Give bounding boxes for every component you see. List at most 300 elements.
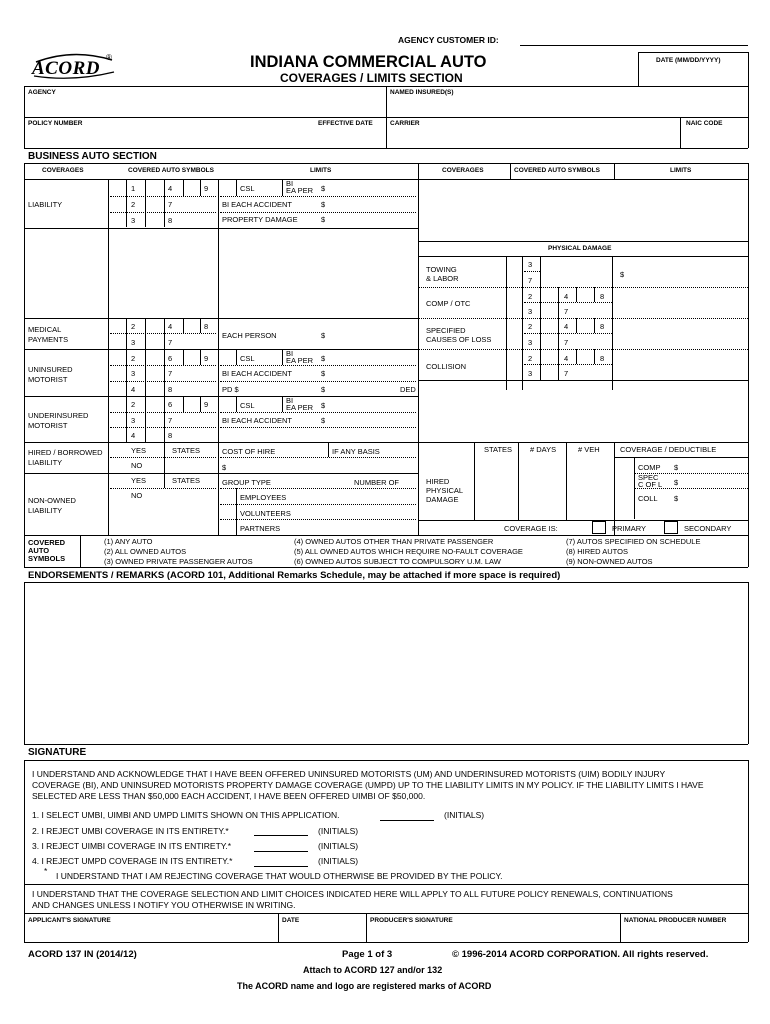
form-text: STATES: [172, 476, 201, 485]
col-covered-auto-symbols-right: COVERED AUTO SYMBOLS: [514, 167, 600, 174]
form-text: 9: [204, 400, 209, 409]
rule-line: [80, 535, 81, 567]
rule-line: [145, 349, 146, 396]
signature-section-title: SIGNATURE: [28, 747, 87, 758]
form-text: CSL: [240, 354, 255, 363]
policy-number-label: POLICY NUMBER: [28, 120, 83, 127]
form-text: 7: [168, 338, 173, 347]
form-text: AUTO: [28, 546, 50, 555]
rule-line: [236, 180, 237, 196]
form-text: COMP: [638, 463, 661, 472]
rule-line: [278, 913, 279, 942]
form-text: BI: [286, 179, 294, 188]
carrier-field[interactable]: [390, 129, 676, 147]
form-text: 2: [131, 354, 136, 363]
form-text: LIABILITY: [28, 506, 63, 515]
form-text: 2: [131, 400, 136, 409]
rule-line: [110, 333, 216, 334]
uninsured-motorist-label: UNINSURED: [28, 365, 73, 374]
rule-line: [638, 52, 748, 53]
rule-line: [24, 582, 748, 583]
rule-line: [24, 567, 748, 568]
form-text: 7: [168, 200, 173, 209]
business-auto-section-title: BUSINESS AUTO SECTION: [28, 151, 157, 162]
rule-line: [418, 349, 748, 350]
physical-damage-label: PHYSICAL DAMAGE: [548, 245, 612, 252]
rule-line: [24, 760, 748, 761]
hired-borrowed-label: HIRED / BORROWED: [28, 448, 103, 457]
form-text: $: [674, 463, 679, 472]
rule-line: [24, 744, 748, 745]
named-insured-field[interactable]: [390, 98, 744, 116]
form-text: $: [321, 184, 326, 193]
form-text: # VEH: [578, 445, 600, 454]
form-text: SECONDARY: [684, 524, 732, 533]
form-text: $: [321, 416, 326, 425]
rule-line: [164, 349, 165, 396]
collision-label: COLLISION: [426, 362, 467, 371]
rule-line: [620, 913, 621, 942]
rule-line: [524, 364, 612, 365]
rule-line: [236, 396, 237, 412]
form-text: 7: [564, 338, 569, 347]
form-text: COST OF HIRE: [222, 447, 276, 456]
secondary-checkbox[interactable]: [664, 521, 678, 534]
form-text: 4: [131, 385, 136, 394]
form-text: CSL: [240, 184, 255, 193]
hired-physical-damage-label: HIRED: [426, 477, 450, 486]
rule-line: [183, 318, 184, 333]
rule-line: [24, 884, 748, 885]
form-text: COLL: [638, 494, 658, 503]
rule-line: [24, 582, 25, 744]
rule-line: [218, 179, 219, 535]
form-text: 7: [528, 276, 533, 285]
col-limits: LIMITS: [310, 167, 332, 174]
rule-line: [24, 163, 748, 164]
rule-line: [236, 349, 237, 365]
acord-logo-text: ACORD: [32, 58, 100, 79]
national-producer-number-field[interactable]: [622, 926, 746, 941]
form-text: (INITIALS): [318, 826, 359, 836]
rule-line: [220, 412, 416, 413]
rule-line: [24, 148, 748, 149]
rule-line: [24, 163, 25, 567]
form-text: I UNDERSTAND THAT I AM REJECTING COVERAGE THAT WOULD OTHERWISE BE PROVIDED BY THE POLICY.: [56, 871, 503, 881]
form-text: (INITIALS): [318, 841, 359, 851]
form-text: IF ANY BASIS: [332, 447, 380, 456]
rule-line: [126, 396, 127, 442]
agency-field[interactable]: [28, 98, 382, 116]
form-text: 4: [564, 354, 569, 363]
form-text: MOTORIST: [28, 421, 68, 430]
rule-line: [594, 287, 595, 302]
naic-code-field[interactable]: [684, 129, 746, 147]
form-text: 6: [168, 354, 173, 363]
form-text: PROPERTY DAMAGE: [222, 215, 298, 224]
rule-line: [220, 457, 416, 458]
form-title: INDIANA COMMERCIAL AUTO: [250, 53, 487, 71]
form-text: BI EACH ACCIDENT: [222, 200, 293, 209]
rule-line: [282, 396, 283, 412]
form-text: 4. I REJECT UMPD COVERAGE IN ITS ENTIRETY.*: [32, 856, 233, 866]
form-text: 3: [528, 260, 533, 269]
rule-line: [183, 396, 184, 412]
form-text: $: [321, 369, 326, 378]
form-text: (9) NON-OWNED AUTOS: [566, 557, 653, 566]
form-text: STATES: [484, 445, 513, 454]
applicant-signature-label: APPLICANT'S SIGNATURE: [28, 917, 111, 924]
non-owned-label: NON-OWNED: [28, 496, 76, 505]
form-text: 7: [168, 369, 173, 378]
form-text: $: [222, 463, 227, 472]
named-insured-label: NAMED INSURED(S): [390, 89, 454, 96]
rule-line: [183, 349, 184, 365]
form-text: (8) HIRED AUTOS: [566, 547, 628, 556]
form-text: 4: [131, 431, 136, 440]
form-text: & LABOR: [426, 274, 459, 283]
form-text: PD $: [222, 385, 239, 394]
rule-line: [510, 163, 511, 179]
form-text: COVERAGE / DEDUCTIBLE: [620, 445, 717, 454]
attach-note: Attach to ACORD 127 and/or 132: [303, 965, 443, 975]
form-text: DED: [400, 385, 416, 394]
rule-line: [183, 180, 184, 196]
agency-customer-id-field[interactable]: [520, 45, 748, 46]
rule-line: [748, 582, 749, 744]
form-text: EA PER: [286, 356, 314, 365]
form-id: ACORD 137 IN (2014/12): [28, 949, 137, 960]
form-text: $: [321, 401, 326, 410]
trademark-note: The ACORD name and logo are registered marks of ACORD: [237, 981, 492, 991]
form-text: 8: [600, 322, 605, 331]
form-text: 8: [600, 292, 605, 301]
liability-label: LIABILITY: [28, 200, 63, 209]
form-text: 7: [168, 416, 173, 425]
rule-line: [328, 442, 329, 457]
agency-label: AGENCY: [28, 89, 56, 96]
rule-line: [110, 412, 216, 413]
endorsements-remarks-textarea[interactable]: [28, 586, 744, 740]
coverage-is-label: COVERAGE IS:: [504, 524, 558, 533]
rule-line: [748, 760, 749, 942]
col-limits-right: LIMITS: [670, 167, 692, 174]
form-text: BI: [286, 349, 294, 358]
form-text: 3: [131, 338, 136, 347]
form-text: SYMBOLS: [28, 554, 66, 563]
rule-line: [506, 256, 507, 390]
rule-line: [418, 318, 748, 319]
form-text: (6) OWNED AUTOS SUBJECT TO COMPULSORY U.M. LAW: [294, 557, 501, 566]
naic-code-label: NAIC CODE: [686, 120, 723, 127]
form-text: NUMBER OF: [354, 478, 399, 487]
form-text: $: [674, 494, 679, 503]
date-label: DATE (MM/DD/YYYY): [656, 57, 721, 64]
policy-number-field[interactable]: [28, 129, 308, 147]
rule-line: [540, 256, 541, 287]
rule-line: [566, 442, 567, 520]
rule-line: [366, 913, 367, 942]
rule-line: [164, 473, 165, 488]
rule-line: [126, 180, 127, 227]
form-text: 8: [168, 431, 173, 440]
primary-checkbox[interactable]: [592, 521, 606, 534]
form-text: SELECTED ARE LESS THAN $50,000 EACH ACCIDENT, I HAVE BEEN OFFERED UIMBI OF $50,000.: [32, 791, 426, 801]
rule-line: [524, 333, 612, 334]
form-text: EACH PERSON: [222, 331, 277, 340]
form-text: 2: [528, 354, 533, 363]
comp-otc-label: COMP / OTC: [426, 299, 471, 308]
form-text: (4) OWNED AUTOS OTHER THAN PRIVATE PASSENGER: [294, 537, 494, 546]
rule-line: [220, 504, 416, 505]
rule-line: [220, 212, 416, 213]
rule-line: [110, 488, 216, 489]
form-subtitle: COVERAGES / LIMITS SECTION: [280, 71, 463, 85]
form-text: 2: [528, 292, 533, 301]
rule-line: [108, 179, 109, 535]
initials-select-limits[interactable]: [380, 820, 434, 821]
col-covered-auto-symbols: COVERED AUTO SYMBOLS: [128, 167, 214, 174]
form-text: 3: [528, 338, 533, 347]
rule-line: [418, 442, 748, 443]
rule-line: [24, 913, 748, 914]
form-text: PRIMARY: [612, 524, 647, 533]
rule-line: [474, 442, 475, 520]
endorsements-title: ENDORSEMENTS / REMARKS (ACORD 101, Additional Remarks Schedule, may be attached if more space is required): [28, 570, 561, 581]
rule-line: [680, 117, 681, 148]
rule-line: [576, 349, 577, 364]
rule-line: [524, 302, 612, 303]
form-text: PHYSICAL: [426, 486, 464, 495]
form-text: CAUSES OF LOSS: [426, 335, 492, 344]
rule-line: [164, 180, 165, 227]
covered-auto-symbols-legend-label: COVERED: [28, 538, 66, 547]
rule-line: [576, 287, 577, 302]
form-text: 8: [168, 385, 173, 394]
form-text: I UNDERSTAND AND ACKNOWLEDGE THAT I HAVE BEEN OFFERED UNINSURED MOTORISTS (UM) AND UNDERINSURED MOTORISTS (UIM) BODILY INJURY: [32, 769, 666, 779]
form-text: EMPLOYEES: [240, 493, 287, 502]
rule-line: [24, 760, 25, 942]
rule-line: [200, 349, 201, 365]
form-text: $: [321, 354, 326, 363]
rule-line: [24, 318, 418, 319]
form-text: (3) OWNED PRIVATE PASSENGER AUTOS: [104, 557, 253, 566]
form-text: 4: [564, 292, 569, 301]
form-text: $: [674, 478, 679, 487]
form-text: MOTORIST: [28, 375, 68, 384]
date-field[interactable]: [640, 66, 746, 84]
form-text: $: [321, 200, 326, 209]
form-text: 1: [131, 184, 136, 193]
rule-line: [236, 488, 237, 535]
rule-line: [576, 318, 577, 333]
rule-line: [524, 271, 540, 272]
rule-line: [748, 52, 749, 148]
rule-line: [594, 349, 595, 364]
rule-line: [220, 381, 416, 382]
form-text: EA PER: [286, 186, 314, 195]
form-text: $: [321, 331, 326, 340]
underinsured-motorist-label: UNDERINSURED: [28, 411, 89, 420]
rule-line: [24, 442, 418, 443]
rule-line: [24, 228, 418, 229]
rule-line: [522, 256, 523, 390]
form-text: # DAYS: [530, 445, 557, 454]
rule-line: [110, 365, 216, 366]
col-coverages: COVERAGES: [42, 167, 84, 174]
form-text: STATES: [172, 446, 201, 455]
rule-line: [24, 396, 418, 397]
rule-line: [594, 318, 595, 333]
form-text: 1. I SELECT UMBI, UIMBI AND UMPD LIMITS SHOWN ON THIS APPLICATION.: [32, 810, 340, 820]
form-text: (2) ALL OWNED AUTOS: [104, 547, 187, 556]
form-text: 8: [168, 216, 173, 225]
form-text: (7) AUTOS SPECIFIED ON SCHEDULE: [566, 537, 701, 546]
form-text: EA PER: [286, 403, 314, 412]
form-text: 8: [204, 322, 209, 331]
form-text: PARTNERS: [240, 524, 281, 533]
rule-line: [612, 256, 613, 390]
rule-line: [220, 488, 416, 489]
form-text: AND CHANGES UNLESS I NOTIFY YOU OTHERWISE IN WRITING.: [32, 900, 296, 910]
form-text: *: [44, 866, 48, 876]
rule-line: [24, 473, 418, 474]
form-text: $: [620, 270, 625, 279]
form-text: NO: [131, 491, 143, 500]
applicant-signature-field[interactable]: [26, 926, 276, 941]
form-text: PAYMENTS: [28, 335, 69, 344]
form-text: 3: [131, 369, 136, 378]
rule-line: [200, 318, 201, 333]
initials-reject-uimbi[interactable]: [254, 851, 308, 852]
rule-line: [418, 520, 748, 521]
form-text: GROUP TYPE: [222, 478, 271, 487]
rule-line: [748, 163, 749, 567]
rule-line: [282, 180, 283, 196]
form-text: I UNDERSTAND THAT THE COVERAGE SELECTION AND LIMIT CHOICES INDICATED HERE WILL APPLY TO ALL FUTURE POLICY RENEWALS, CONTINUATIONS: [32, 889, 673, 899]
rule-line: [200, 180, 201, 196]
page-number: Page 1 of 3: [342, 949, 393, 960]
rule-line: [145, 396, 146, 442]
rule-line: [110, 381, 216, 382]
rule-line: [418, 256, 748, 257]
form-text: NO: [131, 461, 143, 470]
medical-payments-label: MEDICAL: [28, 325, 62, 334]
rule-line: [126, 349, 127, 396]
form-text: YES: [131, 446, 147, 455]
rule-line: [24, 349, 418, 350]
col-coverages-right: COVERAGES: [442, 167, 484, 174]
signature-date-label: DATE: [282, 917, 300, 924]
rule-line: [386, 86, 387, 148]
towing-label: TOWING: [426, 265, 457, 274]
form-text: (5) ALL OWNED AUTOS WHICH REQUIRE NO-FAULT COVERAGE: [294, 547, 523, 556]
initials-reject-umbi[interactable]: [254, 835, 308, 836]
rule-line: [24, 179, 748, 180]
national-producer-number-label: NATIONAL PRODUCER NUMBER: [624, 917, 727, 924]
copyright: © 1996-2014 ACORD CORPORATION. All rights reserved.: [452, 949, 709, 960]
agency-customer-id-label: AGENCY CUSTOMER ID:: [398, 35, 499, 45]
rule-line: [110, 196, 216, 197]
rule-line: [24, 86, 25, 148]
producer-signature-label: PRODUCER'S SIGNATURE: [370, 917, 453, 924]
form-text: 2: [528, 322, 533, 331]
rule-line: [145, 180, 146, 227]
rule-line: [614, 163, 615, 179]
form-text: 2: [131, 200, 136, 209]
signature-date-field[interactable]: [280, 926, 364, 941]
rule-line: [220, 427, 416, 428]
effective-date-label: EFFECTIVE DATE: [318, 120, 373, 127]
form-text: C OF L: [638, 480, 663, 489]
form-text: (1) ANY AUTO: [104, 537, 153, 546]
rule-line: [418, 241, 748, 242]
rule-line: [110, 427, 216, 428]
form-text: 7: [564, 307, 569, 316]
form-text: 3: [528, 307, 533, 316]
rule-line: [418, 380, 748, 381]
rule-line: [164, 396, 165, 442]
form-text: CSL: [240, 401, 255, 410]
form-text: 8: [600, 354, 605, 363]
form-text: 7: [564, 369, 569, 378]
form-text: (INITIALS): [318, 856, 359, 866]
rule-line: [282, 349, 283, 365]
rule-line: [110, 212, 216, 213]
rule-line: [518, 442, 519, 520]
form-text: BI EACH ACCIDENT: [222, 416, 293, 425]
form-text: LIABILITY: [28, 458, 63, 467]
form-text: 9: [204, 184, 209, 193]
form-text: BI EACH ACCIDENT: [222, 369, 293, 378]
form-text: 3: [528, 369, 533, 378]
rule-line: [24, 535, 748, 536]
form-text: 4: [564, 322, 569, 331]
form-text: COVERAGE (BI), AND UNINSURED MOTORISTS PROPERTY DAMAGE COVERAGE (UMPD) UP TO THE LIABILITY LIMITS IN MY POLICY. IF THE LIABILITY LIMITS I HAVE: [32, 780, 704, 790]
form-text: 4: [168, 322, 173, 331]
carrier-label: CARRIER: [390, 120, 420, 127]
form-text: 3. I REJECT UIMBI COVERAGE IN ITS ENTIRETY.*: [32, 841, 232, 851]
form-text: 2. I REJECT UMBI COVERAGE IN ITS ENTIRETY.*: [32, 826, 229, 836]
producer-signature-field[interactable]: [368, 926, 618, 941]
form-text: 3: [131, 216, 136, 225]
form-text: SPEC: [638, 473, 659, 482]
rule-line: [110, 457, 216, 458]
specified-causes-label: SPECIFIED: [426, 326, 466, 335]
form-text: DAMAGE: [426, 495, 459, 504]
form-text: YES: [131, 476, 147, 485]
form-text: BI: [286, 396, 294, 405]
form-text: (INITIALS): [444, 810, 485, 820]
form-text: 4: [168, 184, 173, 193]
form-text: 9: [204, 354, 209, 363]
rule-line: [614, 442, 615, 535]
rule-line: [220, 519, 416, 520]
form-text: 2: [131, 322, 136, 331]
initials-reject-umpd[interactable]: [254, 866, 308, 867]
rule-line: [24, 942, 748, 943]
form-text: $: [321, 385, 326, 394]
form-text: $: [321, 215, 326, 224]
form-text: VOLUNTEERS: [240, 509, 291, 518]
rule-line: [200, 396, 201, 412]
rule-line: [638, 52, 639, 86]
rule-line: [220, 196, 416, 197]
logo-registered-mark: ®: [106, 53, 112, 62]
form-text: 6: [168, 400, 173, 409]
form-text: 3: [131, 416, 136, 425]
rule-line: [418, 287, 748, 288]
